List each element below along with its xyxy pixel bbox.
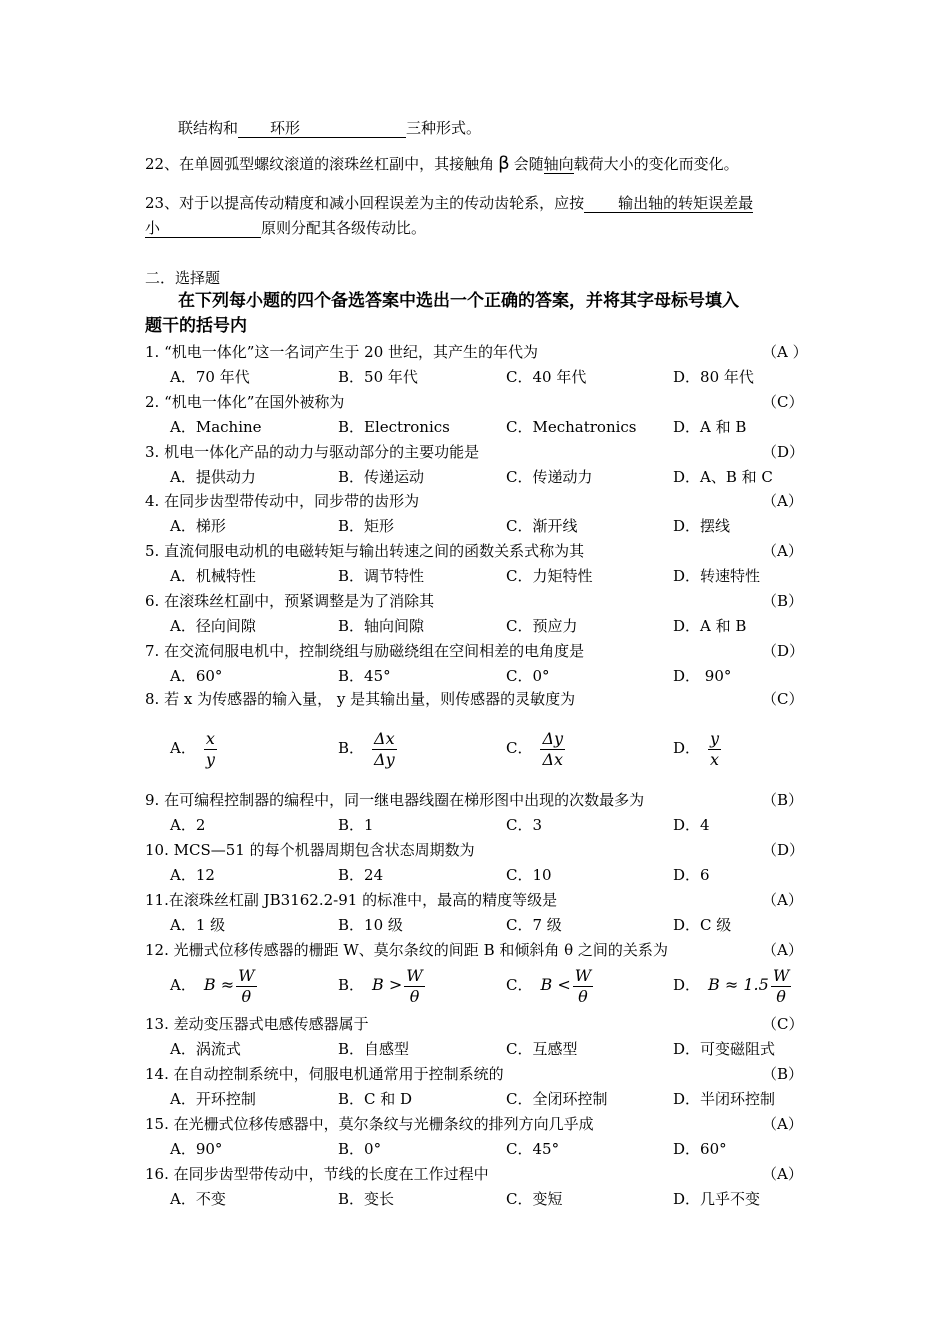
option-b <box>338 815 374 835</box>
option-d <box>673 963 791 1007</box>
question-stem: 8. 若 x 为传感器的输入量， y 是其输出量，则传感器的灵敏度为 <box>145 690 576 708</box>
option-a <box>170 417 262 437</box>
option-label: C．10 <box>506 866 552 884</box>
option-label: C．变短 <box>506 1190 563 1208</box>
option-b <box>338 1039 409 1059</box>
option-d <box>673 666 731 686</box>
option-a <box>170 616 256 636</box>
fraction <box>708 730 721 769</box>
option-label: B． <box>338 976 365 994</box>
option-label: B．10 级 <box>338 916 403 934</box>
option-label: B．1 <box>338 816 374 834</box>
option-a <box>170 467 256 487</box>
answer-key: （A ） <box>762 343 808 361</box>
option-label: B．传递运动 <box>338 468 425 486</box>
option-c <box>506 1139 559 1159</box>
option-b <box>338 666 391 686</box>
question-stem: 1. “机电一体化”这一名词产生于 20 世纪，其产生的年代为 <box>145 343 539 361</box>
option-a <box>170 1089 256 1109</box>
option-a <box>170 1139 222 1159</box>
option-label: C． <box>506 739 533 757</box>
option-label: C．全闭环控制 <box>506 1090 608 1108</box>
option-label: D． 90° <box>673 667 732 685</box>
option-d <box>673 516 730 536</box>
q23-line-2 <box>145 218 426 238</box>
fraction-numerator: W <box>238 965 255 985</box>
option-label: B．45° <box>338 667 391 685</box>
question-stem: 13. 差动变压器式电感传感器属于 <box>145 1015 369 1033</box>
option-label: C． <box>506 976 533 994</box>
fraction-denominator: θ <box>578 986 588 1006</box>
option-label: D．半闭环控制 <box>673 1090 776 1108</box>
option-label: B．矩形 <box>338 517 395 535</box>
answer-key: （B） <box>762 1065 804 1083</box>
q22-text: 22、在单圆弧型螺纹滚道的滚珠丝杠副中，其接触角 <box>145 155 495 173</box>
option-b <box>338 616 424 636</box>
option-label: D． <box>673 739 701 757</box>
option-label: A．12 <box>170 866 215 884</box>
option-label: D．C 级 <box>673 916 732 934</box>
option-d <box>673 724 721 772</box>
q23-answer-1: 输出轴的转矩误差最 <box>584 194 753 213</box>
answer-key: （A） <box>762 891 803 909</box>
option-label: D．60° <box>673 1140 727 1158</box>
option-label: A． <box>170 976 196 994</box>
option-label: A．涡流式 <box>170 1040 241 1058</box>
option-a <box>170 1039 241 1059</box>
option-label: B．轴向间隙 <box>338 617 425 635</box>
fraction <box>404 967 424 1006</box>
formula-lhs: B < <box>540 975 571 994</box>
option-c <box>506 417 637 437</box>
question-stem: 7. 在交流伺服电机中，控制绕组与励磁绕组在空间相差的电角度是 <box>145 642 585 660</box>
option-a <box>170 865 215 885</box>
option-a <box>170 367 250 387</box>
fraction-numerator: x <box>205 728 215 748</box>
q23-text: 23、对于以提高传动精度和减小回程误差为主的传动齿轮系，应按 <box>145 194 585 212</box>
option-a <box>170 1189 226 1209</box>
option-c <box>506 666 550 686</box>
fraction-numerator: W <box>772 965 790 985</box>
fraction-numerator: Δx <box>374 728 395 748</box>
fraction <box>236 967 256 1006</box>
option-b <box>338 1089 412 1109</box>
q23-line-1 <box>145 193 753 213</box>
option-label: B．调节特性 <box>338 567 425 585</box>
question-stem: 15. 在光栅式位移传感器中，莫尔条纹与光栅条纹的排列方向几乎成 <box>145 1115 594 1133</box>
option-d <box>673 566 760 586</box>
option-d <box>673 1189 760 1209</box>
option-b <box>338 865 383 885</box>
question-stem: 3. 机电一体化产品的动力与驱动部分的主要功能是 <box>145 443 480 461</box>
fraction-numerator: Δy <box>542 728 564 748</box>
fraction <box>204 730 217 769</box>
option-c <box>506 915 562 935</box>
option-d <box>673 915 731 935</box>
option-label: B．0° <box>338 1140 382 1158</box>
option-label: D．80 年代 <box>673 368 754 386</box>
option-label: C．预应力 <box>506 617 578 635</box>
fraction <box>372 730 397 769</box>
q21-prefix: 联结构和 <box>178 119 239 137</box>
fraction-denominator: θ <box>241 986 252 1006</box>
option-d <box>673 616 746 636</box>
option-label: B．Electronics <box>338 418 450 436</box>
answer-key: （C） <box>762 393 804 411</box>
option-label: B．C 和 D <box>338 1090 413 1108</box>
option-b <box>338 724 397 772</box>
fraction-numerator: W <box>406 965 423 985</box>
option-d <box>673 1039 775 1059</box>
option-a <box>170 566 256 586</box>
option-label: A．径向间隙 <box>170 617 256 635</box>
option-label: B． <box>338 739 365 757</box>
option-a <box>170 815 205 835</box>
answer-key: （D） <box>762 841 805 859</box>
formula-lhs: B > <box>372 975 403 994</box>
fraction-denominator: θ <box>409 986 420 1006</box>
answer-key: （B） <box>762 791 804 809</box>
question-stem: 12. 光栅式位移传感器的栅距 W、莫尔条纹的间距 B 和倾斜角 θ 之间的关系为 <box>145 941 668 959</box>
option-label: A．提供动力 <box>170 468 256 486</box>
option-d <box>673 1139 727 1159</box>
section-instruction-2: 题干的括号内 <box>145 316 247 336</box>
option-label: A．Machine <box>170 418 262 436</box>
fraction-numerator: y <box>710 728 720 748</box>
option-a <box>170 724 217 772</box>
q21-suffix: 三种形式。 <box>406 119 482 137</box>
option-label: D．几乎不变 <box>673 1190 761 1208</box>
option-a <box>170 963 257 1007</box>
fraction <box>771 967 791 1006</box>
option-c <box>506 467 592 487</box>
answer-key: （C） <box>762 1015 804 1033</box>
q22-text-2: 会随 <box>513 155 544 173</box>
option-a <box>170 915 225 935</box>
option-b <box>338 1189 394 1209</box>
option-label: D．转速特性 <box>673 567 761 585</box>
option-b <box>338 1139 381 1159</box>
option-a <box>170 516 226 536</box>
option-label: D．摆线 <box>673 517 731 535</box>
option-label: A．60° <box>170 667 223 685</box>
option-b <box>338 516 394 536</box>
q21-blank: 环形 <box>238 119 406 138</box>
option-label: A．70 年代 <box>170 368 250 386</box>
option-c <box>506 516 577 536</box>
option-c <box>506 815 542 835</box>
question-stem: 11.在滚珠丝杠副 JB3162.2-91 的标准中，最高的精度等级是 <box>145 891 558 909</box>
option-c <box>506 1189 562 1209</box>
option-c <box>506 1039 577 1059</box>
question-stem: 16. 在同步齿型带传动中，节线的长度在工作过程中 <box>145 1165 489 1183</box>
option-label: A．2 <box>170 816 206 834</box>
option-label: C．7 级 <box>506 916 562 934</box>
option-d <box>673 467 773 487</box>
answer-key: （A） <box>762 492 803 510</box>
option-d <box>673 417 746 437</box>
section-instruction-1: 在下列每小题的四个备选答案中选出一个正确的答案，并将其字母标号填入 <box>178 291 739 311</box>
option-b <box>338 963 425 1007</box>
option-b <box>338 566 424 586</box>
answer-key: （C） <box>762 690 804 708</box>
option-label: D．6 <box>673 866 710 884</box>
option-b <box>338 915 403 935</box>
question-stem: 14. 在自动控制系统中，伺服电机通常用于控制系统的 <box>145 1065 504 1083</box>
option-label: D． <box>673 976 701 994</box>
fraction-denominator: Δy <box>374 749 395 769</box>
option-label: C．传递动力 <box>506 468 593 486</box>
option-c <box>506 566 592 586</box>
answer-key: （A） <box>762 1165 803 1183</box>
option-b <box>338 367 418 387</box>
option-d <box>673 367 754 387</box>
question-stem: 2. “机电一体化”在国外被称为 <box>145 393 345 411</box>
answer-key: （D） <box>762 642 805 660</box>
question-stem: 5. 直流伺服电动机的电磁转矩与输出转速之间的函数关系式称为其 <box>145 542 585 560</box>
option-label: C．互感型 <box>506 1040 578 1058</box>
option-label: D．可变磁阻式 <box>673 1040 776 1058</box>
option-c <box>506 616 577 636</box>
beta-symbol: β <box>498 153 510 174</box>
option-label: D．A 和 B <box>673 617 747 635</box>
option-label: A．梯形 <box>170 517 226 535</box>
q22-answer: 轴向 <box>543 155 574 173</box>
question-stem: 6. 在滚珠丝杠副中，预紧调整是为了消除其 <box>145 592 435 610</box>
fraction-denominator: y <box>205 749 215 769</box>
option-label: C．渐开线 <box>506 517 578 535</box>
option-label: D．4 <box>673 816 710 834</box>
option-label: C．0° <box>506 667 550 685</box>
option-label: A． <box>170 739 196 757</box>
option-d <box>673 1089 775 1109</box>
fraction-denominator: θ <box>776 986 786 1006</box>
option-label: B．50 年代 <box>338 368 418 386</box>
option-d <box>673 865 710 885</box>
option-b <box>338 467 424 487</box>
answer-key: （A） <box>762 1115 803 1133</box>
q22-line <box>145 154 739 174</box>
option-label: A．机械特性 <box>170 567 256 585</box>
q23-answer-2: 小 <box>145 219 261 238</box>
option-c <box>506 963 593 1007</box>
fraction <box>573 967 593 1006</box>
answer-key: （D） <box>762 443 805 461</box>
option-d <box>673 815 710 835</box>
option-c <box>506 1089 607 1109</box>
option-label: D．A 和 B <box>673 418 747 436</box>
q23-text-2: 原则分配其各级传动比。 <box>261 219 427 237</box>
option-label: B．变长 <box>338 1190 395 1208</box>
option-label: C．力矩特性 <box>506 567 593 585</box>
option-c <box>506 865 552 885</box>
option-label: A．开环控制 <box>170 1090 256 1108</box>
option-label: C．40 年代 <box>506 368 587 386</box>
formula-lhs: B ≈ 1.5 <box>708 975 769 994</box>
formula-lhs: B ≈ <box>203 975 235 994</box>
option-label: A．不变 <box>170 1190 226 1208</box>
q22-text-3: 载荷大小的变化而变化。 <box>573 155 739 173</box>
section-title: 二．选择题 <box>145 269 221 287</box>
question-stem: 10. MCS—51 的每个机器周期包含状态周期数为 <box>145 841 475 859</box>
question-stem: 4. 在同步齿型带传动中，同步带的齿形为 <box>145 492 420 510</box>
option-label: B．24 <box>338 866 384 884</box>
option-label: C．Mechatronics <box>506 418 637 436</box>
option-label: C．3 <box>506 816 543 834</box>
option-label: A．1 级 <box>170 916 226 934</box>
option-c <box>506 724 565 772</box>
option-c <box>506 367 586 387</box>
q21-continuation <box>178 118 481 138</box>
option-a <box>170 666 222 686</box>
option-label: D．A、B 和 C <box>673 468 773 486</box>
answer-key: （B） <box>762 592 804 610</box>
question-stem: 9. 在可编程控制器的编程中，同一继电器线圈在梯形图中出现的次数最多为 <box>145 791 645 809</box>
fraction-denominator: Δx <box>542 749 564 769</box>
fraction-denominator: x <box>710 749 720 769</box>
option-label: A．90° <box>170 1140 223 1158</box>
fraction-numerator: W <box>574 965 592 985</box>
option-label: B．自感型 <box>338 1040 410 1058</box>
answer-key: （A） <box>762 542 803 560</box>
answer-key: （A） <box>762 941 803 959</box>
option-label: C．45° <box>506 1140 560 1158</box>
option-b <box>338 417 450 437</box>
fraction <box>540 730 565 769</box>
